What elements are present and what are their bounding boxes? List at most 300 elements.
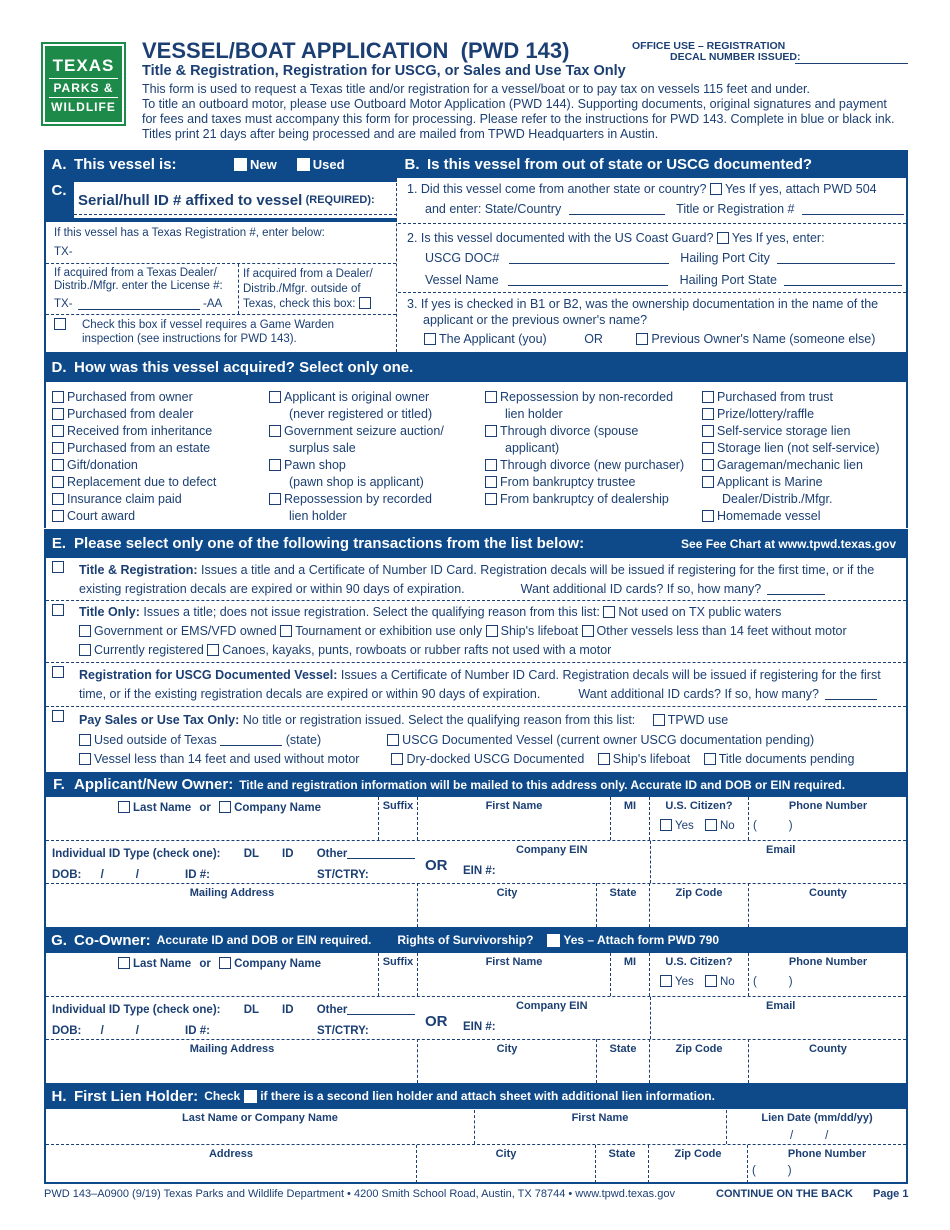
section-e-title: Please select only one of the following transactions from the list below: [74, 535, 585, 552]
zip-label: Zip Code [675, 1043, 723, 1055]
port-city-field[interactable] [777, 252, 895, 264]
decal-number-field[interactable] [795, 63, 908, 64]
lien-address-label: Address [208, 1148, 254, 1160]
acquired-option [702, 389, 880, 406]
id-number-label: ID #: [185, 869, 210, 881]
dob-label: DOB: [52, 1025, 82, 1037]
acquired-checkbox[interactable] [269, 425, 281, 437]
first-name-label: First Name [485, 800, 543, 812]
acquired-option-label: Storage lien (not self-service) [717, 441, 880, 455]
tax-lifeboat-checkbox[interactable] [598, 753, 610, 765]
out-state-label: Texas, check this box: [243, 298, 356, 310]
port-city-label: Hailing Port City [680, 251, 770, 265]
section-letter: D. [51, 358, 67, 376]
used-checkbox[interactable] [297, 158, 310, 171]
logo-line2: PARKS & [53, 81, 114, 95]
used-label: Used [312, 156, 345, 172]
tournament-checkbox[interactable] [280, 625, 292, 637]
out-state-label: Distrib./Mfgr. outside of [243, 283, 361, 295]
footer-text: PWD 143–A0900 (9/19) Texas Parks and Wildlife Department • 4200 Smith School Road, Austin, TX 78744 • www.tpwd.texas.gov [44, 1188, 675, 1200]
state-label: State [609, 1043, 637, 1055]
acquired-option [52, 423, 216, 440]
acquired-checkbox[interactable] [52, 476, 64, 488]
section-letter: A. [51, 155, 67, 173]
acquired-option-label: Garageman/mechanic lien [717, 458, 863, 472]
acquired-option-label: Government seizure auction/ [284, 424, 444, 438]
phone-label: Phone Number [788, 956, 868, 968]
state-label: State [609, 887, 637, 899]
tx-reg-label: If this vessel has a Texas Registration #, enter below: [54, 227, 325, 239]
dry-docked-label: Dry-docked USCG Documented [406, 752, 585, 766]
out-state-label: If acquired from a Dealer/ [243, 268, 373, 280]
section-letter: F. [53, 776, 65, 793]
second-lien-checkbox[interactable] [244, 1090, 257, 1103]
section-c-title: Serial/hull ID # affixed to vessel [78, 191, 303, 209]
uscg-registration-label: Registration for USCG Documented Vessel: [79, 668, 338, 682]
acquired-option [269, 389, 444, 423]
dob-field[interactable]: / / [100, 869, 139, 881]
acquired-option [485, 423, 684, 457]
sales-tax-label: Pay Sales or Use Tax Only: [79, 713, 240, 727]
decal-number-label: DECAL NUMBER ISSUED: [670, 51, 801, 63]
title-only-label: Title Only: [79, 605, 140, 619]
additional-id-label: Want additional ID cards? If so, how many? [578, 687, 819, 701]
section-letter: E. [51, 535, 67, 552]
acquired-option-label: Dealer/Distrib./Mfgr. [722, 492, 833, 506]
ein-label: EIN #: [463, 865, 496, 877]
section-c-bar [44, 178, 397, 222]
acquired-checkbox[interactable] [485, 459, 497, 471]
tx-prefix: TX- [54, 298, 73, 310]
acquired-option [702, 406, 880, 423]
additional-id-label: Want additional ID cards? If so, how many? [520, 582, 762, 596]
acquired-option [52, 389, 216, 406]
vessel-name-label: Vessel Name [425, 273, 499, 287]
lifeboat-checkbox[interactable] [486, 625, 498, 637]
title-registration-desc: existing registration decals are expired or within 90 days of expiration. [79, 582, 465, 596]
acquired-checkbox[interactable] [52, 408, 64, 420]
acquired-option-label: Self-service storage lien [717, 424, 851, 438]
acquired-option-label: Gift/donation [67, 458, 138, 472]
uscg-registration-desc: Issues a Certificate of Number ID Card. Registration decals will be issued if registering for the first [337, 668, 881, 682]
small-no-motor-checkbox[interactable] [79, 753, 91, 765]
vessel-name-field[interactable] [508, 274, 668, 286]
fee-chart-link[interactable]: See Fee Chart at www.tpwd.texas.gov [681, 536, 896, 551]
small-vessel-label: Other vessels less than 14 feet without motor [596, 624, 847, 638]
acquired-option [52, 491, 216, 508]
additional-id-count[interactable] [825, 688, 877, 700]
title-reg-field[interactable] [802, 203, 904, 215]
phone-label: Phone Number [788, 800, 868, 812]
section-letter: C. [51, 182, 67, 199]
city-label: City [496, 1043, 518, 1055]
survivorship-yes-label: Yes – Attach form PWD 790 [563, 933, 720, 947]
title-pending-label: Title documents pending [718, 752, 855, 766]
acquired-option [485, 389, 684, 423]
tx-reg-field[interactable] [46, 263, 396, 264]
dob-field[interactable]: / / [100, 1025, 139, 1037]
section-f-sub: Title and registration information will be mailed to this address only. Accurate ID and DOB or EIN required. [239, 777, 846, 792]
or-label: or [199, 958, 211, 970]
title-only-checkbox[interactable] [52, 604, 64, 616]
last-name-checkbox[interactable] [118, 801, 130, 813]
company-name-checkbox[interactable] [219, 801, 231, 813]
q1-label: 1. Did this vessel come from another state or country? [407, 182, 707, 196]
acquired-option [52, 406, 216, 423]
game-warden-label: inspection (see instructions for PWD 143). [82, 333, 297, 345]
acquired-option [269, 457, 444, 491]
previous-owner-checkbox[interactable] [636, 333, 648, 345]
id-type-other[interactable]: Other [316, 848, 348, 860]
acquired-option [52, 457, 216, 474]
id-type-label: Individual ID Type (check one): [52, 848, 221, 860]
currently-registered-checkbox[interactable] [79, 644, 91, 656]
acquired-option [702, 474, 880, 508]
out-of-state-dealer-checkbox[interactable] [359, 297, 371, 309]
lien-date-field[interactable]: / / [790, 1130, 829, 1142]
currently-registered-label: Currently registered [94, 643, 204, 657]
applicant-label: The Applicant (you) [439, 332, 547, 346]
small-no-motor-label: Vessel less than 14 feet and used without motor [94, 752, 360, 766]
acquired-option-label: Applicant is Marine [717, 475, 823, 489]
acquired-option-label: Homemade vessel [717, 509, 821, 523]
acquired-option-label: Received from inheritance [67, 424, 213, 438]
id-type-label: Individual ID Type (check one): [52, 1004, 221, 1016]
acquired-option [52, 474, 216, 491]
title-only-desc: Issues a title; does not issue registration. Select the qualifying reason from this list: [139, 605, 600, 619]
new-label: New [250, 156, 277, 172]
last-name-label: Last Name [133, 802, 192, 814]
acquired-checkbox[interactable] [702, 442, 714, 454]
lifeboat-label: Ship's lifeboat [500, 624, 579, 638]
intro-line: for fees and taxes must accompany this form for processing. Please refer to the instructions for PWD 143. Complete in blue or black ink. [142, 112, 895, 126]
lien-phone-label: Phone Number [787, 1148, 867, 1160]
acquired-option-label: Purchased from an estate [67, 441, 211, 455]
lien-zip-label: Zip Code [674, 1148, 722, 1160]
small-vessel-checkbox[interactable] [582, 625, 594, 637]
acquired-option-label: Through divorce (spouse [500, 424, 639, 438]
first-name-label: First Name [485, 956, 543, 968]
section-g-bar [44, 927, 908, 953]
or-divider: OR [425, 857, 448, 874]
uscg-pending-label: USCG Documented Vessel (current owner USCG documentation pending) [402, 733, 815, 747]
applicant-checkbox[interactable] [424, 333, 436, 345]
or-label: or [199, 802, 211, 814]
sales-tax-checkbox[interactable] [52, 710, 64, 722]
section-a-title: This vessel is: [74, 155, 177, 173]
id-type-dl[interactable]: DL [243, 1004, 259, 1016]
acquired-checkbox[interactable] [702, 476, 714, 488]
form-subtitle: Title & Registration, Registration for USCG, or Sales and Use Tax Only [142, 63, 626, 79]
tpwd-logo [41, 42, 126, 126]
form-title: VESSEL/BOAT APPLICATION (PWD 143) [142, 38, 570, 63]
title-registration-checkbox[interactable] [52, 561, 64, 573]
suffix-label: Suffix [382, 800, 414, 812]
q2-label: 2. Is this vessel documented with the US Coast Guard? [407, 231, 714, 245]
acquired-option [485, 474, 684, 491]
acquired-option-label: From bankruptcy trustee [500, 475, 636, 489]
mailing-address-label: Mailing Address [189, 1043, 275, 1055]
mi-label: MI [623, 800, 637, 812]
aa-suffix: -AA [203, 298, 223, 310]
intro-line: Titles print 21 days after being processed and are mailed from TPWD Headquarters in Austin. [142, 127, 659, 141]
acquired-option [702, 508, 880, 525]
acquired-checkbox[interactable] [52, 442, 64, 454]
company-ein-label: Company EIN [516, 844, 588, 856]
acquired-option-label: Purchased from trust [717, 390, 834, 404]
acquired-col-4 [702, 389, 880, 525]
acquired-checkbox[interactable] [485, 425, 497, 437]
acquired-checkbox[interactable] [702, 425, 714, 437]
canoes-checkbox[interactable] [207, 644, 219, 656]
acquired-checkbox[interactable] [52, 425, 64, 437]
citizen-no-checkbox[interactable] [705, 975, 717, 987]
phone-field[interactable]: ( ) [753, 976, 793, 988]
q2-yes-checkbox[interactable] [717, 232, 729, 244]
citizen-no-label: No [719, 976, 735, 988]
acquired-option-label: applicant) [505, 441, 560, 455]
acquired-option-label: Purchased from owner [67, 390, 193, 404]
acquired-option [52, 440, 216, 457]
citizen-yes-label: Yes [675, 976, 694, 988]
state-country-label: and enter: State/Country [425, 202, 562, 216]
section-h-sub: if there is a second lien holder and attach sheet with additional lien information. [260, 1089, 715, 1103]
or-label: OR [584, 332, 603, 346]
county-label: County [809, 1043, 847, 1055]
port-state-label: Hailing Port State [679, 273, 777, 287]
sales-tax-desc: No title or registration issued. Select the qualifying reason from this list: [239, 713, 636, 727]
acquired-checkbox[interactable] [485, 476, 497, 488]
section-letter: G. [51, 931, 67, 949]
st-ctry-label: ST/CTRY: [317, 1025, 369, 1037]
zip-label: Zip Code [675, 887, 723, 899]
acquired-option-label: lien holder [505, 407, 563, 421]
survivorship-checkbox[interactable] [547, 934, 560, 947]
acquired-option-label: Repossession by non-recorded [500, 390, 674, 404]
office-use-label: OFFICE USE – REGISTRATION [632, 40, 786, 52]
acquired-option [269, 491, 444, 525]
ein-label: EIN #: [463, 1021, 496, 1033]
last-name-checkbox[interactable] [118, 957, 130, 969]
lien-state-label: State [608, 1148, 636, 1160]
citizen-no-checkbox[interactable] [705, 819, 717, 831]
q3-label: 3. If yes is checked in B1 or B2, was the ownership documentation in the name of the [407, 297, 879, 311]
city-label: City [496, 887, 518, 899]
dealer-label: Distrib./Mfgr. enter the License #: [54, 280, 223, 292]
q1-yes-label: Yes If yes, attach PWD 504 [724, 182, 877, 196]
lien-last-name-label: Last Name or Company Name [182, 1112, 338, 1124]
citizen-no-label: No [719, 820, 735, 832]
dealer-license-field[interactable] [78, 309, 200, 310]
acquired-option-label: Insurance claim paid [67, 492, 182, 506]
state-label: (state) [285, 733, 322, 747]
uscg-pending-checkbox[interactable] [387, 734, 399, 746]
acquired-checkbox[interactable] [702, 391, 714, 403]
acquired-option [702, 423, 880, 440]
uscg-doc-label: USCG DOC# [425, 251, 500, 265]
acquired-col-1 [52, 389, 216, 525]
acquired-option [702, 457, 880, 474]
acquired-checkbox[interactable] [52, 493, 64, 505]
q3-label: applicant or the previous owner's name? [423, 313, 648, 327]
other-id-field[interactable] [347, 847, 415, 859]
dealer-label: If acquired from a Texas Dealer/ [54, 267, 217, 279]
intro-line: To title an outboard motor, please use Outboard Motor Application (PWD 144). Supporting documents, original signatures and payment [142, 97, 887, 111]
section-h-title: First Lien Holder: [74, 1087, 199, 1105]
id-number-label: ID #: [185, 1025, 210, 1037]
acquired-option [702, 440, 880, 457]
outside-state-field[interactable] [220, 734, 282, 746]
section-g-title: Co-Owner: [74, 931, 151, 949]
acquired-checkbox[interactable] [702, 459, 714, 471]
title-registration-desc: Issues a title and a Certificate of Number ID Card. Registration decals will be issued if registering for the first time, or if the [197, 563, 875, 577]
id-type-id[interactable]: ID [282, 848, 294, 860]
section-e-bar [44, 529, 908, 558]
acquired-checkbox[interactable] [269, 459, 281, 471]
acquired-option-label: Applicant is original owner [284, 390, 430, 404]
continue-label: CONTINUE ON THE BACK [716, 1188, 853, 1200]
acquired-checkbox[interactable] [52, 391, 64, 403]
section-b-bar [397, 150, 908, 178]
new-checkbox[interactable] [234, 158, 247, 171]
q2-yes-label: Yes If yes, enter: [731, 231, 825, 245]
acquired-checkbox[interactable] [485, 391, 497, 403]
tournament-label: Tournament or exhibition use only [295, 624, 483, 638]
intro-line: This form is used to request a Texas title and/or registration for a vessel/boat or to pay tax on vessels 115 feet and under. [142, 82, 810, 96]
citizen-label: U.S. Citizen? [665, 956, 733, 968]
acquired-option-label: Repossession by recorded [284, 492, 432, 506]
section-f-title: Applicant/New Owner: [74, 776, 234, 793]
citizen-yes-checkbox[interactable] [660, 975, 672, 987]
or-divider: OR [425, 1013, 448, 1030]
acquired-option [269, 423, 444, 457]
title-reg-label: Title or Registration # [676, 202, 795, 216]
company-name-checkbox[interactable] [219, 957, 231, 969]
not-used-tx-label: Not used on TX public waters [618, 605, 782, 619]
logo-line1: TEXAS [52, 56, 115, 75]
acquired-option-label: Purchased from dealer [67, 407, 194, 421]
email-label: Email [766, 1000, 796, 1012]
used-outside-tx-label: Used outside of Texas [94, 733, 217, 747]
acquired-option-label: Replacement due to defect [67, 475, 217, 489]
lien-city-label: City [495, 1148, 517, 1160]
citizen-yes-checkbox[interactable] [660, 819, 672, 831]
lien-date-label: Lien Date (mm/dd/yy) [761, 1112, 873, 1124]
company-ein-label: Company EIN [516, 1000, 588, 1012]
uscg-registration-desc: time, or if the existing registration decals are expired or within 90 days of expiration. [79, 687, 541, 701]
canoes-label: Canoes, kayaks, punts, rowboats or rubber rafts not used with a motor [222, 643, 612, 657]
acquired-checkbox[interactable] [52, 459, 64, 471]
email-label: Email [766, 844, 796, 856]
citizen-label: U.S. Citizen? [665, 800, 733, 812]
lien-phone-field[interactable]: ( ) [752, 1165, 792, 1177]
acquired-option-label: (pawn shop is applicant) [289, 475, 424, 489]
acquired-option-label: lien holder [289, 509, 347, 523]
acquired-col-2 [269, 389, 444, 525]
section-d-bar [44, 352, 908, 382]
hull-id-field[interactable] [74, 214, 397, 215]
acquired-option-label: surplus sale [289, 441, 356, 455]
section-h-bar [44, 1083, 908, 1109]
st-ctry-label: ST/CTRY: [317, 869, 369, 881]
title-registration-label: Title & Registration: [79, 563, 198, 577]
uscg-registration-checkbox[interactable] [52, 666, 64, 678]
check-label: Check [204, 1089, 241, 1103]
section-a-bar [44, 150, 397, 178]
tpwd-use-label: TPWD use [667, 713, 729, 727]
mailing-address-label: Mailing Address [189, 887, 275, 899]
phone-field[interactable]: ( ) [753, 820, 793, 832]
acquired-col-3 [485, 389, 684, 508]
section-f-bar [44, 772, 908, 797]
uscg-doc-field[interactable] [509, 252, 669, 264]
company-name-label: Company Name [234, 802, 321, 814]
id-type-id[interactable]: ID [282, 1004, 294, 1016]
dry-docked-checkbox[interactable] [391, 753, 403, 765]
gov-owned-label: Government or EMS/VFD owned [94, 624, 277, 638]
acquired-checkbox[interactable] [269, 493, 281, 505]
suffix-label: Suffix [382, 956, 414, 968]
acquired-option-label: From bankruptcy of dealership [500, 492, 669, 506]
gov-owned-checkbox[interactable] [79, 625, 91, 637]
owner-block [44, 797, 908, 927]
acquired-checkbox[interactable] [702, 408, 714, 420]
section-letter: B. [404, 155, 420, 173]
used-outside-tx-checkbox[interactable] [79, 734, 91, 746]
acquired-option [52, 508, 216, 525]
survivorship-label: Rights of Survivorship? [397, 933, 534, 947]
acquired-checkbox[interactable] [702, 510, 714, 522]
logo-line3: WILDLIFE [51, 100, 116, 114]
acquired-checkbox[interactable] [485, 493, 497, 505]
port-state-field[interactable] [784, 274, 902, 286]
page-number: Page 1 [873, 1188, 909, 1200]
county-label: County [809, 887, 847, 899]
section-letter: H. [51, 1087, 67, 1105]
acquired-option-label: Prize/lottery/raffle [717, 407, 815, 421]
acquired-option [485, 457, 684, 474]
id-type-other[interactable]: Other [316, 1004, 348, 1016]
title-pending-checkbox[interactable] [704, 753, 716, 765]
acquired-checkbox[interactable] [269, 391, 281, 403]
acquired-option-label: Court award [67, 509, 136, 523]
dob-label: DOB: [52, 869, 82, 881]
citizen-yes-label: Yes [675, 820, 694, 832]
tpwd-use-checkbox[interactable] [653, 714, 665, 726]
lien-first-name-label: First Name [571, 1112, 629, 1124]
acquired-option-label: (never registered or titled) [289, 407, 433, 421]
company-name-label: Company Name [234, 958, 321, 970]
game-warden-label: Check this box if vessel requires a Game Warden [82, 319, 335, 331]
acquired-option-label: Pawn shop [284, 458, 346, 472]
state-country-field[interactable] [569, 203, 665, 215]
id-type-dl[interactable]: DL [243, 848, 259, 860]
game-warden-checkbox[interactable] [54, 318, 66, 330]
owner-block [44, 953, 908, 1083]
other-id-field[interactable] [347, 1003, 415, 1015]
not-used-tx-checkbox[interactable] [603, 606, 615, 618]
previous-owner-label: Previous Owner's Name (someone else) [651, 332, 876, 346]
acquired-option-label: Through divorce (new purchaser) [500, 458, 685, 472]
tx-prefix: TX- [54, 246, 73, 258]
required-label: (REQUIRED): [305, 194, 375, 206]
acquired-checkbox[interactable] [52, 510, 64, 522]
additional-id-count[interactable] [767, 583, 825, 595]
section-b-title: Is this vessel from out of state or USCG documented? [427, 155, 813, 173]
q1-yes-checkbox[interactable] [710, 183, 722, 195]
last-name-label: Last Name [133, 958, 192, 970]
tax-lifeboat-label: Ship's lifeboat [612, 752, 691, 766]
